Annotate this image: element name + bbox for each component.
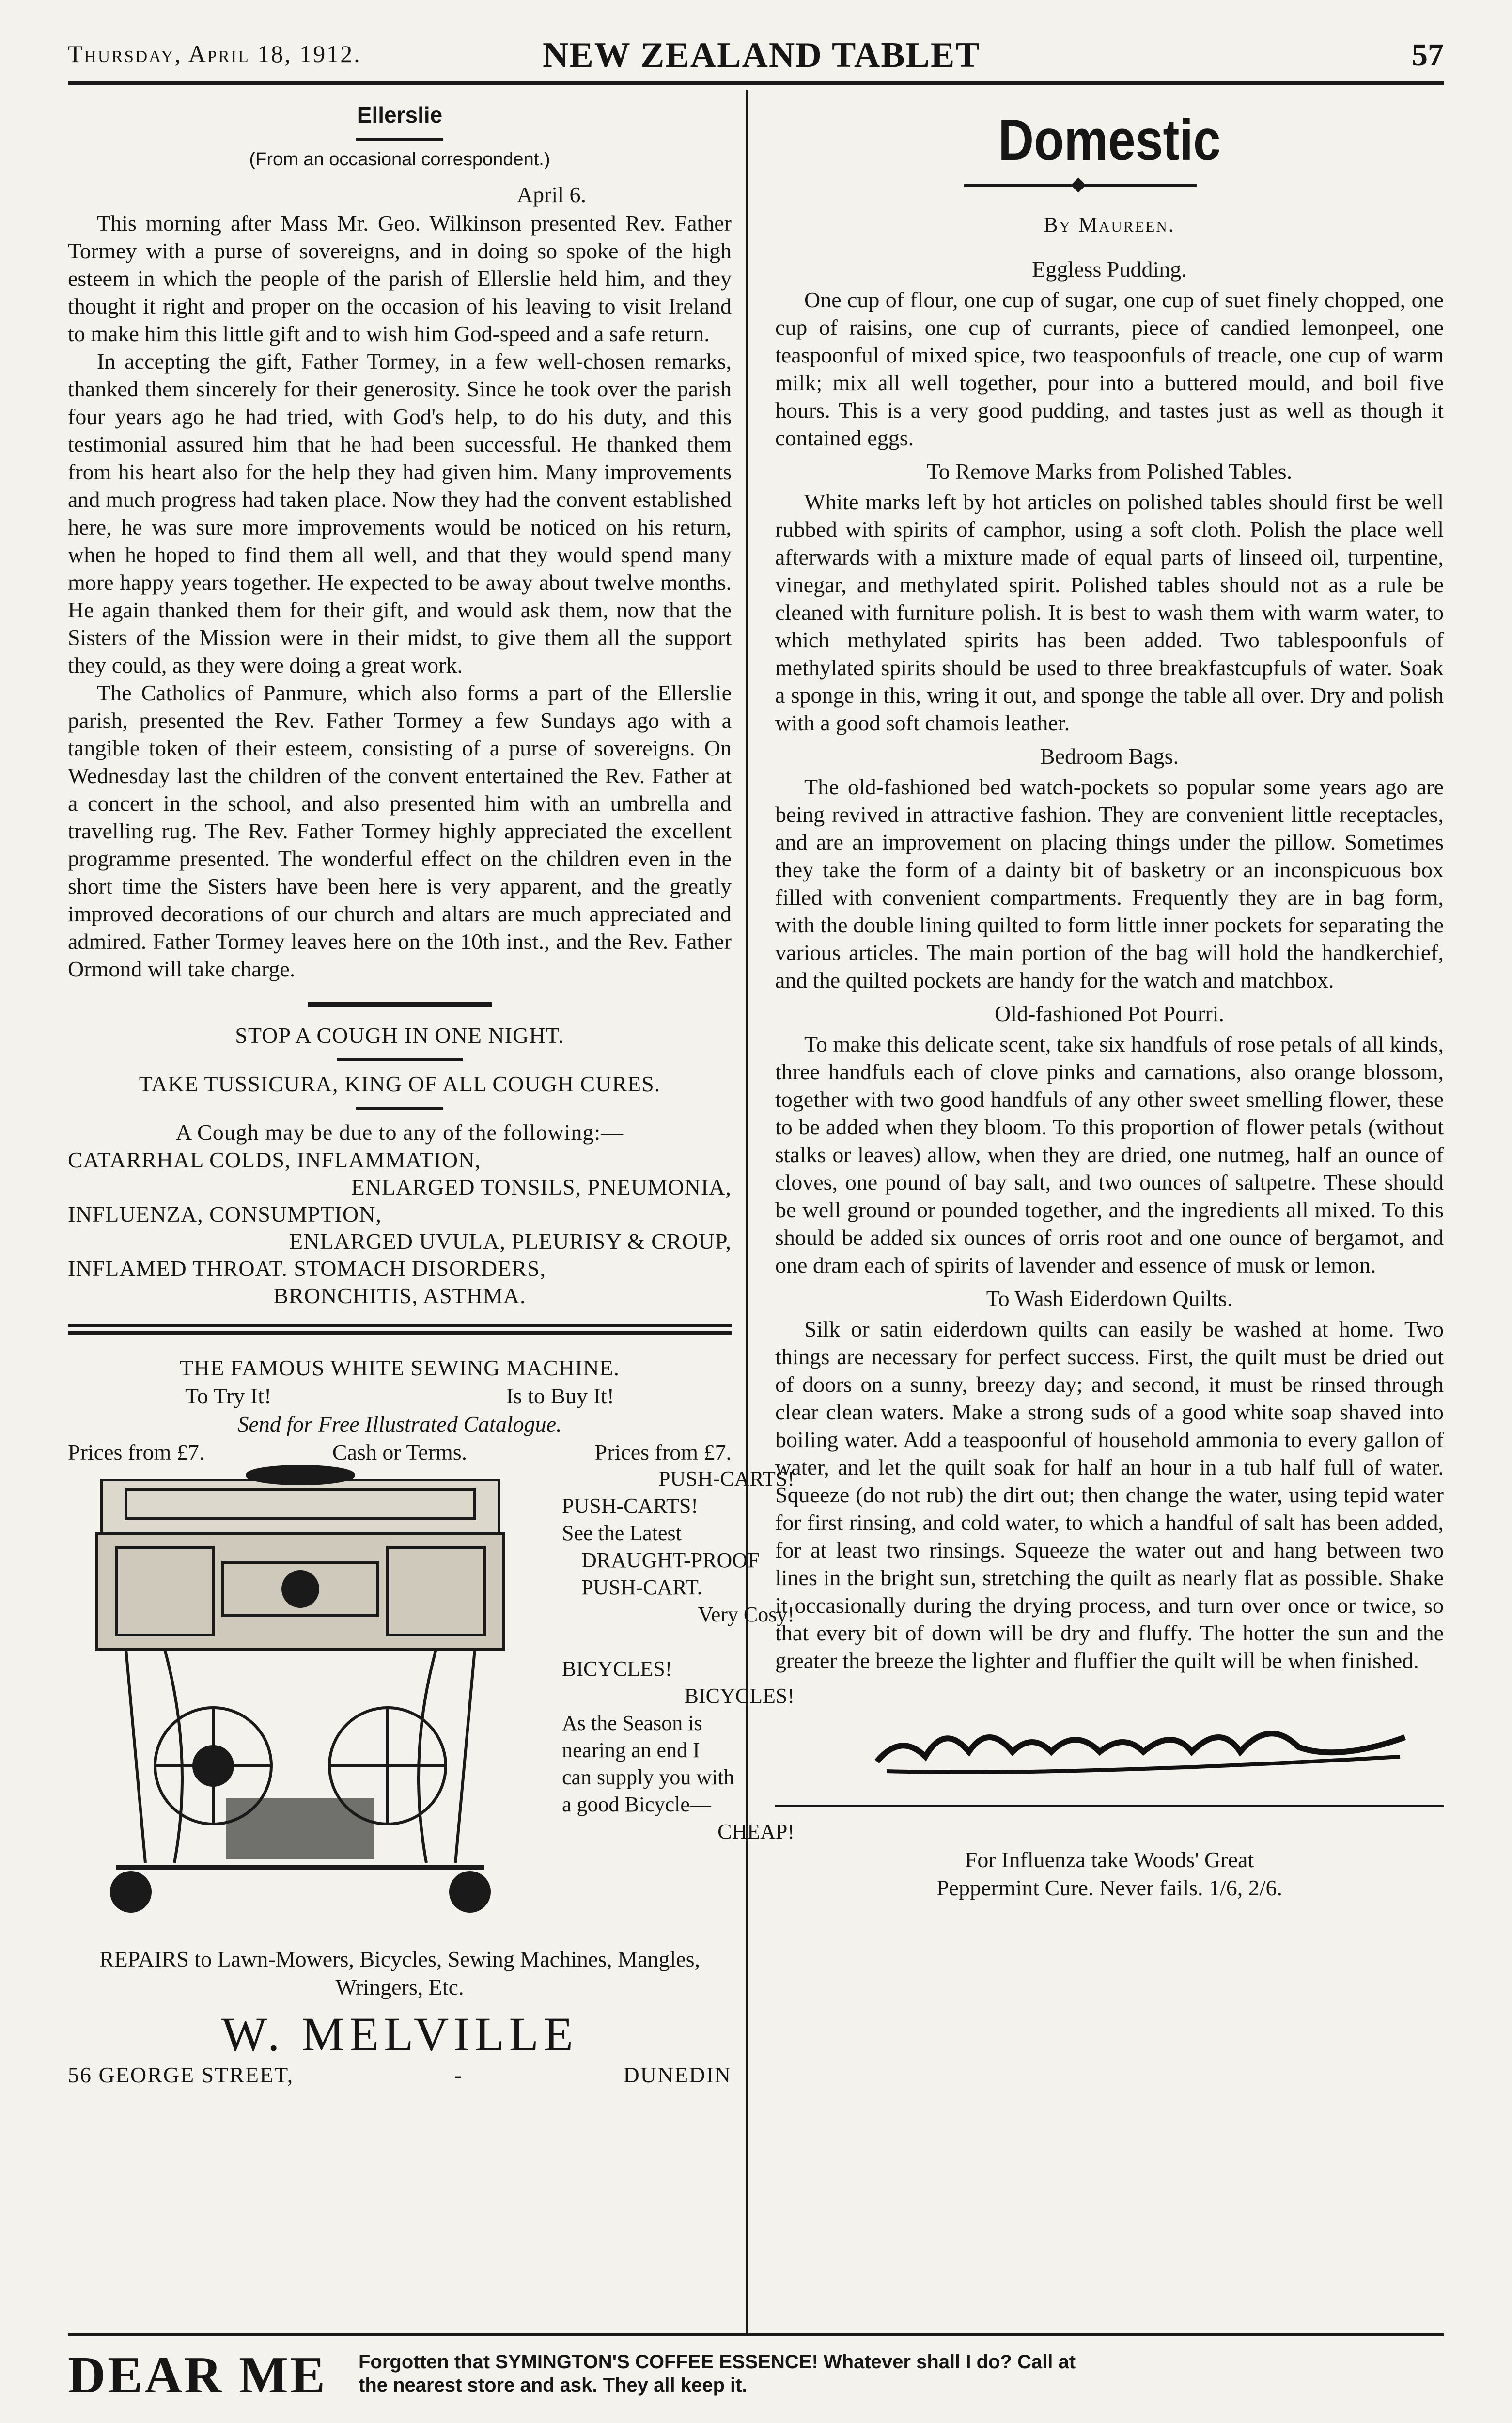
- section-text: The old-fashioned bed watch-pockets so popular some years ago are being revived in attractive fashion. They are convenient little receptacles, and are an improvement on placing things under the pillow. Sometimes they take the form of a dainty bit of basketry or an inconspicuous box filled with convenient compartments. Frequently they are in bag form, with the double lining quilted to form little inner pockets for separating the various articles. The main portion of the bag will hold the handkerchief, and the quilted pockets are handy for the watch and matchbox.: [775, 774, 1444, 992]
- right-column: [775, 97, 1444, 1902]
- push-line: PUSH-CARTS!: [658, 1467, 795, 1491]
- ellerslie-paragraph: In accepting the gift, Father Tormey, in a few well-chosen remarks, thanked them sincerely for their generosity. Since he took over the parish four years ago he had tried, with God's help, to do his duty, and this testimonial assured him that he had been successful. He thanked them from his heart also for the help they had given him. Many improvements and much progress had taken place. Now they had the convent established here, he was sure more improvements would be noticed on his return, when he hoped to find them all well, and that they would spend many more happy years together. He expected to be away about twelve months. He again thanked them for their gift, and would ask them, now that the Sisters of the Mission were in their midst, to give them all the support they could, as they were doing a great work.: [68, 349, 732, 677]
- push-line: nearing an end I: [562, 1738, 700, 1762]
- cough-ad-intro: A Cough may be due to any of the following:—: [175, 1120, 624, 1145]
- push-line: can supply you with: [562, 1765, 734, 1789]
- push-line: BICYCLES!: [684, 1684, 795, 1708]
- domestic-title: Domestic: [998, 108, 1221, 173]
- title-rule: [356, 138, 443, 141]
- prices-left: Prices from £7.: [68, 1440, 205, 1464]
- sewing-headline: THE FAMOUS WHITE SEWING MACHINE.: [179, 1355, 620, 1380]
- section-heading: Old-fashioned Pot Pourri.: [994, 1001, 1224, 1026]
- cough-list-line: INFLAMED THROAT. STOMACH DISORDERS,: [68, 1256, 546, 1281]
- cough-ad-line1: STOP A COUGH IN ONE NIGHT.: [235, 1023, 564, 1048]
- ellerslie-dateline: April 6.: [516, 182, 586, 207]
- push-line: PUSH-CARTS!: [562, 1494, 698, 1518]
- symington-line1: Forgotten that SYMINGTON'S COFFEE ESSENCE! Whatever shall I do? Call at: [359, 2351, 1076, 2373]
- page-footer: [68, 2345, 1444, 2404]
- masthead-title: NEW ZEALAND TABLET: [543, 35, 981, 75]
- section-heading: Eggless Pudding.: [1032, 257, 1187, 282]
- repairs-text: REPAIRS to Lawn-Mowers, Bicycles, Sewing Machines, Mangles, Wringers, Etc.: [99, 1947, 701, 1999]
- woods-line1: For Influenza take Woods' Great: [965, 1847, 1254, 1872]
- cough-ad: [68, 1022, 732, 1309]
- section-text: Silk or satin eiderdown quilts can easily be washed at home. Two things are necessary for perfect success. First, the quilt must be dried out of doors on a sunny, breezy day; and second, it must be rinsed through clear clean waters. Make a strong suds of a good white soap shaved into boiling water. Add a teaspoonful of household ammonia to every gallon of water, and let the quilt soak for half an hour in a tub half full of water. Squeeze (do not rub) the dirt out; then change the water, using tepid water for first rinsing, and cold water, to which a handful of salt has been added, for at least two rinsings. Squeeze the water out and hang between two lines in the bright sun, stretching the quilt as nearly flat as possible. Shake it occasionally during the drying process, and turn over once or twice, so that every bit of down will be dry and fluffy. The hotter the sun and the greater the breeze the lighter and fluffier the quilt will be when finished.: [775, 1317, 1444, 1673]
- push-line: DRAUGHT-PROOF: [581, 1548, 760, 1572]
- column-divider: [746, 90, 748, 2333]
- city-text: DUNEDIN: [623, 2062, 732, 2087]
- prices-right: Prices from £7.: [594, 1440, 732, 1464]
- push-line: See the Latest: [562, 1521, 682, 1545]
- push-line: CHEAP!: [717, 1820, 795, 1843]
- symington-line2: the nearest store and ask. They all keep it.: [359, 2375, 748, 2396]
- ad-separator: [68, 1324, 732, 1335]
- diamond-rule: [775, 178, 1444, 193]
- section-heading: To Wash Eiderdown Quilts.: [986, 1286, 1233, 1311]
- push-line: BICYCLES!: [562, 1657, 672, 1681]
- address-dash: -: [454, 2062, 463, 2087]
- push-line: As the Season is: [562, 1711, 702, 1735]
- ellerslie-title: Ellerslie: [357, 102, 443, 127]
- push-carts-text: [562, 1465, 795, 1845]
- catalogue-text: Send for Free Illustrated Catalogue.: [237, 1412, 562, 1436]
- page-number: 57: [1412, 37, 1444, 73]
- terms-text: Cash or Terms.: [332, 1440, 468, 1464]
- ad-rule: [775, 1805, 1444, 1807]
- ellerslie-paragraph: The Catholics of Panmure, which also forms a part of the Ellerslie parish, presented the Rev. Father Tormey a few Sundays ago with a tangible token of their esteem, consisting of a purse of sovereigns. On Wednesday last the children of the convent entertained the Rev. Father at a concert in the school, and also presented him with an umbrella and travelling rug. The Rev. Father Tormey highly appreciated the excellent programme presented. The wonderful effect on the children even in the short time the Sisters have been here is very apparent, and the greatly improved decorations of our church and altars are much appreciated and admired. Father Tormey leaves here on the 10th inst., and the Rev. Father Ormond will take charge.: [68, 680, 732, 981]
- cough-ad-line2: TAKE TUSSICURA, KING OF ALL COUGH CURES.: [139, 1071, 661, 1096]
- symington-ad: [359, 2350, 1444, 2397]
- cough-list-line: CATARRHAL COLDS, INFLAMMATION,: [68, 1148, 481, 1172]
- push-line: a good Bicycle—: [562, 1793, 711, 1816]
- cough-list-line: INFLUENZA, CONSUMPTION,: [68, 1202, 382, 1227]
- section-heading: Bedroom Bags.: [1040, 744, 1179, 769]
- maureen-signature: [872, 1703, 1415, 1786]
- prices-row: [68, 1438, 732, 1466]
- section-text: One cup of flour, one cup of sugar, one cup of suet finely chopped, one cup of raisins, one cup of currants, piece of candied lemonpeel, one teaspoonful of mixed spice, two teaspoonfuls of treacle, one cup of warm milk; mix all well together, pour into a buttered mould, and boil five hours. This is a very good pudding, and tastes just as well as though it contained eggs.: [775, 287, 1444, 450]
- cough-list-line: ENLARGED TONSILS, PNEUMONIA,: [351, 1175, 732, 1199]
- push-line: [562, 1628, 795, 1655]
- header-date: Thursday, April 18, 1912.: [68, 40, 361, 67]
- push-line: PUSH-CART.: [581, 1575, 702, 1599]
- section-rule: [308, 1002, 492, 1007]
- cough-ad-rule: [356, 1107, 443, 1110]
- diamond-ornament: [1071, 177, 1086, 192]
- left-column: [68, 97, 795, 2088]
- byline: By Maureen.: [1044, 213, 1175, 236]
- sewing-machine-illustration: [68, 1465, 533, 1921]
- footer-rule: [68, 2333, 1444, 2336]
- buy-text: Is to Buy It!: [506, 1384, 614, 1408]
- cough-list-line: ENLARGED UVULA, PLEURISY & CROUP,: [289, 1229, 732, 1254]
- dear-me-text: DEAR ME: [68, 2346, 327, 2404]
- cough-ad-rule: [337, 1058, 463, 1061]
- cough-list-line: BRONCHITIS, ASTHMA.: [273, 1283, 526, 1308]
- ellerslie-subtitle: (From an occasional correspondent.): [249, 149, 550, 170]
- address-row: [68, 2062, 732, 2088]
- push-line: Very Cosy!: [698, 1603, 795, 1626]
- header-rule: [68, 81, 1444, 85]
- melville-name: W. MELVILLE: [221, 2007, 578, 2061]
- page-header: [68, 35, 1444, 79]
- section-text: To make this delicate scent, take six handfuls of rose petals of all kinds, three handfuls each of clove pinks and carnations, also orange blossom, together with two good handfuls of any other sweet smelling flower, these to be added when they bloom. To this proportion of flower petals (without stalks or leaves) allow, when they are dried, one nutmeg, half an ounce of cloves, one pound of bay salt, and two ounces of saltpetre. These should be well ground or pounded together, and the ingredients all mixed. To this should be added six ounces of orris root and one ounce of bergamot, and one dram each of spirits of lavender and essence of musk or lemon.: [775, 1032, 1444, 1277]
- woods-ad: [775, 1846, 1444, 1902]
- sewing-ad: [68, 1354, 795, 1945]
- street-text: 56 GEORGE STREET,: [68, 2062, 294, 2087]
- signature: [775, 1703, 1444, 1786]
- woods-line2: Peppermint Cure. Never fails. 1/6, 2/6.: [936, 1875, 1283, 1900]
- section-heading: To Remove Marks from Polished Tables.: [926, 459, 1293, 484]
- ellerslie-paragraph: This morning after Mass Mr. Geo. Wilkinson presented Rev. Father Tormey with a purse of sovereigns, and in doing so spoke of the high esteem in which the people of the parish of Ellerslie held him, and they thought it right and proper on the occasion of his leaving to visit Ireland to make him this little gift and to wish him God-speed and a safe return.: [68, 211, 732, 346]
- section-text: White marks left by hot articles on polished tables should first be well rubbed with spirits of camphor, using a soft cloth. Polish the place well afterwards with a mixture made of equal parts of linseed oil, turpentine, vinegar, and methylated spirit. Polished tables should not as a rule be cleaned with furniture polish. It is best to wash them with warm water, to which methylated spirits has been added. Two tablespoonfuls of methylated spirits should be used to three breakfastcupfuls of water. Soak a sponge in this, wring it out, and sponge the table all over. Dry and polish with a good soft chamois leather.: [775, 489, 1444, 735]
- try-text: To Try It!: [185, 1384, 272, 1408]
- try-buy-row: [68, 1382, 732, 1410]
